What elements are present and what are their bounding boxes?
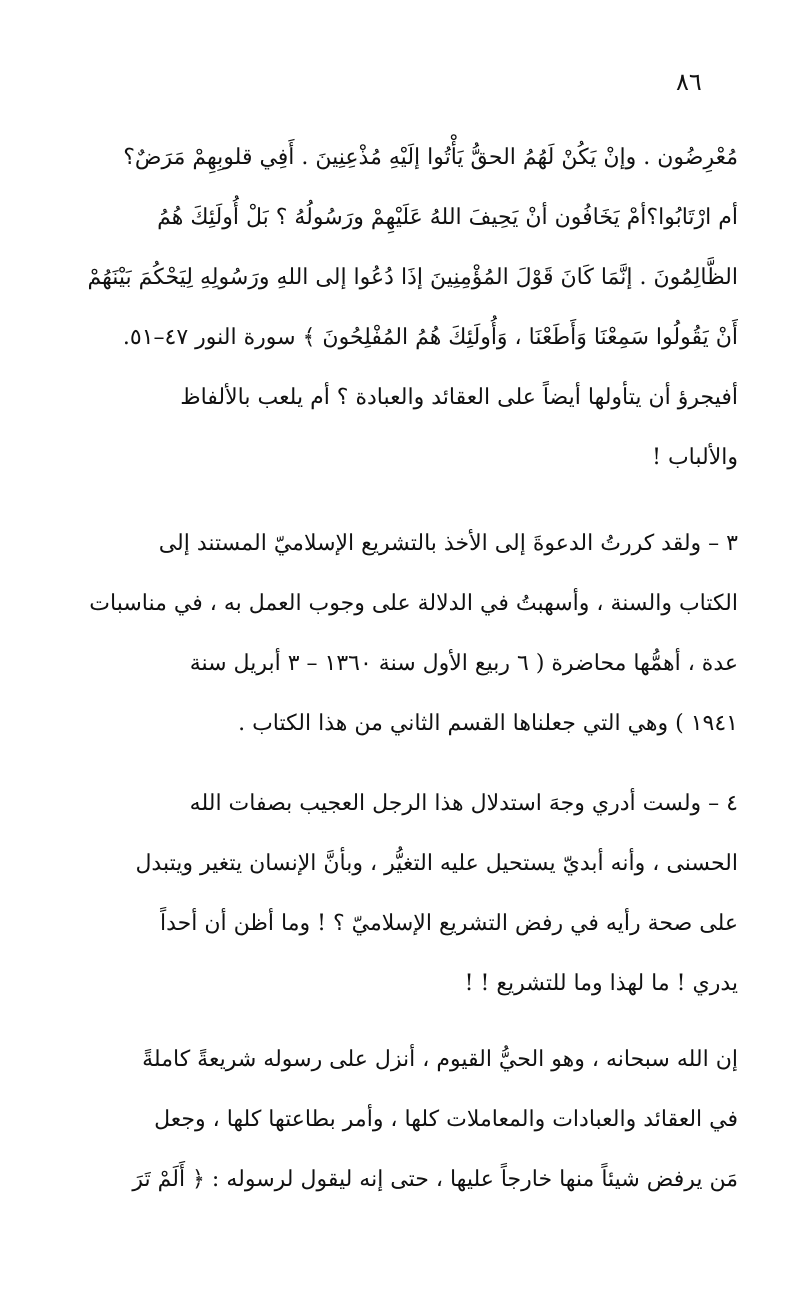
- text-line: أفيجرؤ أن يتأولها أيضاً على العقائد والعبادة ؟ أم يلعب بالألفاظ: [180, 385, 738, 410]
- text-line: عدة ، أهمُّها محاضرة ( ٦ ربيع الأول سنة ١٣٦٠ – ٣ أبريل سنة: [189, 651, 738, 676]
- text-line: الحسنى ، وأنه أبديّ يستحيل عليه التغيُّر ، وبأنَّ الإنسان يتغير ويتبدل: [135, 851, 738, 876]
- text-line: الظَّالِمُونَ . إنَّمَا كَانَ قَوْلَ المُؤْمِنِينَ إذَا دُعُوا إلى اللهِ ورَسُولِهِ لِيَحْكُمَ بَيْنَهُمْ: [87, 265, 738, 290]
- paragraph-point-3: [70, 514, 738, 754]
- text-line: إن الله سبحانه ، وهو الحيُّ القيوم ، أنزل على رسوله شريعةً كاملةً: [142, 1047, 738, 1072]
- text-line: أم ارْتَابُوا؟أمْ يَخَافُون أنْ يَحِيفَ اللهُ عَلَيْهِمْ ورَسُولُهُ ؟ بَلْ أُولَئِكَ هُمُ: [157, 205, 738, 230]
- text-line: على صحة رأيه في رفض التشريع الإسلاميّ ؟ ! وما أظن أن أحداً: [160, 911, 738, 936]
- text-line: يدري ! ما لهذا وما للتشريع ! !: [464, 971, 738, 996]
- text-line: الكتاب والسنة ، وأسهبتُ في الدلالة على وجوب العمل به ، في مناسبات: [89, 591, 738, 616]
- text-line: ١٩٤١ ) وهي التي جعلناها القسم الثاني من هذا الكتاب .: [238, 711, 738, 736]
- text-line: مَن يرفض شيئاً منها خارجاً عليها ، حتى إنه ليقول لرسوله : ﴿ أَلَمْ تَرَ: [132, 1167, 738, 1192]
- text-line: أَنْ يَقُولُوا سَمِعْنَا وَأَطَعْنَا ، وَأُولَئِكَ هُمُ المُفْلِحُونَ ﴾ سورة النور ٤٧–٥١.: [122, 325, 738, 350]
- paragraph-quran-quote: [70, 128, 738, 488]
- text-line: والألباب !: [652, 445, 738, 470]
- paragraph-conclusion: [70, 1030, 738, 1210]
- page-number: ٨٦: [676, 68, 702, 96]
- text-line: مُعْرِضُون . وإنْ يَكُنْ لَهُمُ الحقُّ يَأْتُوا إلَيْهِ مُذْعِنِينَ . أَفِي قلوبِهِمْ مَرَضٌ؟: [123, 145, 738, 170]
- text-line: ٣ – ولقد كررتُ الدعوةَ إلى الأخذ بالتشريع الإسلاميّ المستند إلى: [158, 531, 738, 556]
- paragraph-point-4: [70, 774, 738, 1014]
- text-line: ٤ – ولست أدري وجهَ استدلال هذا الرجل العجيب بصفات الله: [189, 791, 738, 816]
- text-line: في العقائد والعبادات والمعاملات كلها ، وأمر بطاعتها كلها ، وجعل: [154, 1107, 738, 1132]
